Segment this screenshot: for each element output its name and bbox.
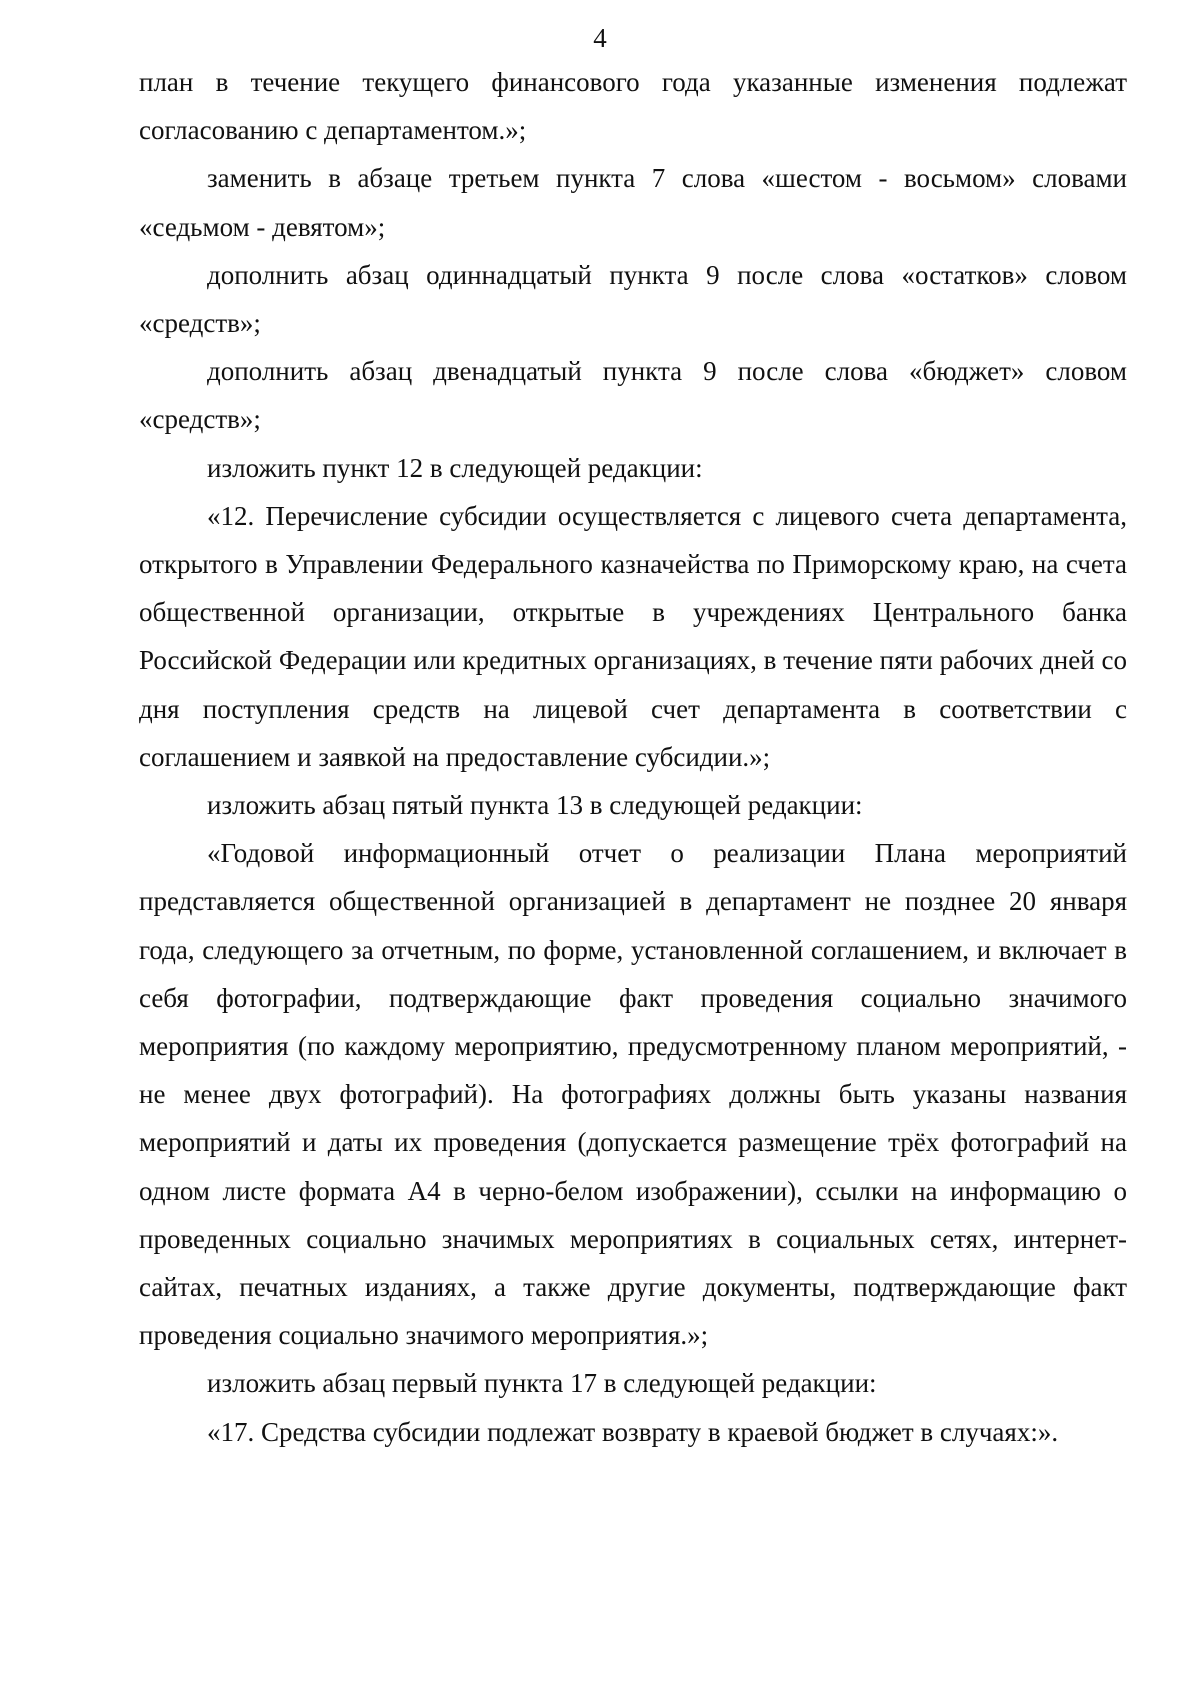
paragraph-point-13-text: «Годовой информационный отчет о реализации Плана мероприятий представляется общественной организацией в департамент не позднее 20 января года, следующего за отчетным, по форме, установленной соглашением, и включает в себя фотографии, подтверждающие факт проведения социально значимого мероприятия (по каждому мероприятию, предусмотренному планом мероприятий, - не менее двух фотографий). На фотографиях должны быть указаны названия мероприятий и даты их проведения (допускается размещение трёх фотографий на одном листе формата А4 в черно-белом изображении), ссылки на информацию о проведенных социально значимых мероприятиях в социальных сетях, интернет-сайтах, печатных изданиях, а также другие документы, подтверждающие факт проведения социально значимого мероприятия.»;: [139, 838, 1127, 1351]
document-body: [139, 58, 1127, 1456]
paragraph-point-17-text: «17. Средства субсидии подлежат возврату в краевой бюджет в случаях:».: [207, 1416, 1059, 1447]
paragraph-point-13-intro: изложить абзац пятый пункта 13 в следующей редакции:: [207, 790, 863, 821]
paragraph-amend-point-9-twelfth: дополнить абзац двенадцатый пункта 9 после слова «бюджет» словом «средств»;: [139, 356, 1127, 435]
paragraph-point-12-text: «12. Перечисление субсидии осуществляется с лицевого счета департамента, открытого в Управлении Федерального казначейства по Приморскому краю, на счета общественной организации, открытые в учреждениях Центрального банка Российской Федерации или кредитных организациях, в течение пяти рабочих дней со дня поступления средств на лицевой счет департамента в соответствии с соглашением и заявкой на предоставление субсидии.»;: [139, 500, 1127, 772]
page-number: 4: [593, 23, 607, 53]
paragraph-point-17-intro: изложить абзац первый пункта 17 в следующей редакции:: [207, 1368, 877, 1399]
paragraph-continuation: план в течение текущего финансового года указанные изменения подлежат согласованию с департаментом.»;: [139, 67, 1127, 146]
paragraph-amend-point-7: заменить в абзаце третьем пункта 7 слова «шестом - восьмом» словами «седьмом - девятом»;: [139, 163, 1127, 242]
paragraph-amend-point-9-eleventh: дополнить абзац одиннадцатый пункта 9 после слова «остатков» словом «средств»;: [139, 259, 1127, 339]
paragraph-point-12-intro: изложить пункт 12 в следующей редакции:: [207, 452, 703, 483]
